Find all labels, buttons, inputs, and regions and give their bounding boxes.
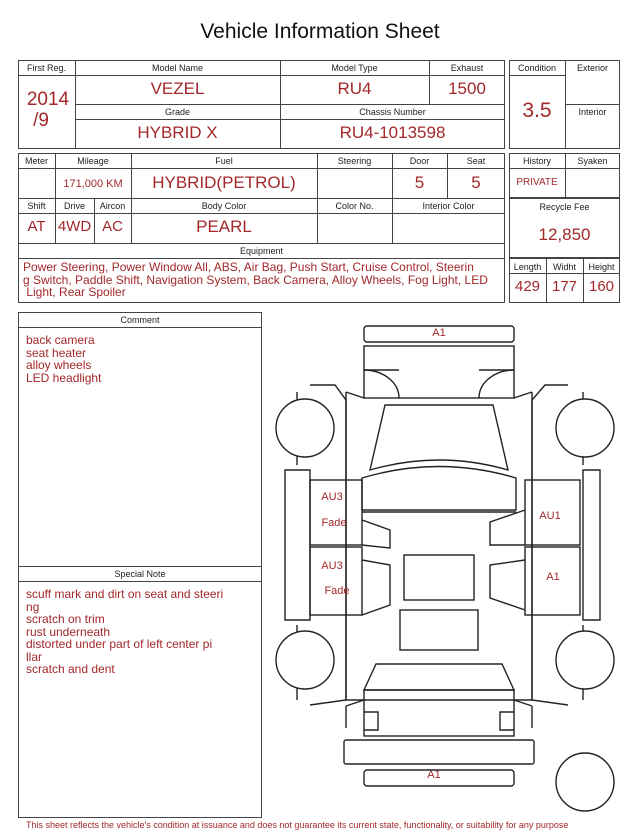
trunk-panel xyxy=(364,690,514,736)
front-right-wheel xyxy=(556,399,614,457)
disclaimer-footer: This sheet reflects the vehicle's condition at issuance and does not guarantee its current state, functionality, or suitability for any purpose xyxy=(26,820,569,830)
equipment-label: Equipment xyxy=(239,246,284,256)
body-color-label: Body Color xyxy=(201,201,247,211)
shift-value: AT xyxy=(27,218,46,235)
history-label: History xyxy=(522,156,551,166)
special-note-line: scratch and dent xyxy=(26,662,115,676)
model-name: VEZEL xyxy=(150,79,205,98)
front-right-headlight xyxy=(479,370,514,398)
left-rear-door xyxy=(310,547,362,615)
special-note-line: ng xyxy=(26,599,40,614)
spare-wheel xyxy=(556,753,614,811)
windshield xyxy=(370,405,508,470)
length-label: Length xyxy=(513,262,542,272)
special-note-line: rust underneath xyxy=(26,624,111,639)
exhaust-label: Exhaust xyxy=(450,63,484,73)
special-note-line: scuff mark and dirt on seat and steeri xyxy=(26,587,224,601)
chassis-label: Chassis Number xyxy=(359,107,426,117)
meter-label: Meter xyxy=(24,156,48,166)
shift-label: Shift xyxy=(27,201,46,211)
condition-grade: 3.5 xyxy=(522,99,552,122)
width-value: 177 xyxy=(551,278,578,295)
comment-line: alloy wheels xyxy=(26,358,92,372)
steering-label: Steering xyxy=(337,156,372,166)
damage-right-rear-door: A1 xyxy=(546,571,560,583)
fuel-value: HYBRID(PETROL) xyxy=(152,173,296,192)
rear-bumper xyxy=(344,740,534,764)
condition-label: Condition xyxy=(517,63,557,73)
fuel-label: Fuel xyxy=(215,156,233,166)
front-left-headlight xyxy=(364,370,399,398)
first-reg-year: 2014 xyxy=(26,89,70,110)
exhaust-value: 1500 xyxy=(448,79,486,98)
height-value: 160 xyxy=(588,278,615,295)
damage-left-rear-door: AU3 xyxy=(321,560,343,572)
equipment-line: g Switch, Paddle Shift, Navigation System, Back Camera, Alloy Wheels, Fog Light, LED xyxy=(23,272,488,287)
equipment-line: Power Steering, Power Window All, ABS, Air Bag, Push Start, Cruise Control, Steerin xyxy=(23,260,474,274)
special-note-line: distorted under part of left center pi xyxy=(26,637,213,651)
seat-label: Seat xyxy=(466,156,486,166)
comment-line: LED headlight xyxy=(26,370,102,385)
page-title: Vehicle Information Sheet xyxy=(200,20,440,43)
syaken-label: Syaken xyxy=(577,156,608,166)
mileage-value: 171,000 KM xyxy=(63,178,123,190)
aircon-label: Aircon xyxy=(99,201,126,211)
right-sill xyxy=(583,470,600,620)
exterior-label: Exterior xyxy=(576,63,608,73)
left-sill xyxy=(285,470,310,620)
left-front-door xyxy=(310,480,362,545)
damage-right-front-door: AU1 xyxy=(539,510,561,522)
height-label: Height xyxy=(588,262,615,272)
damage-rear: A1 xyxy=(427,769,441,781)
interior-label: Interior xyxy=(578,107,607,117)
damage-left-rear-door-note: Fade xyxy=(324,585,350,597)
special-note-line: scratch on trim xyxy=(26,612,105,626)
interior-color-label: Interior Color xyxy=(422,201,475,211)
length-value: 429 xyxy=(514,278,541,295)
damage-left-front-door: AU3 xyxy=(321,491,343,503)
door-label: Door xyxy=(409,156,430,166)
roof-front xyxy=(362,467,516,511)
first-reg-label: First Reg. xyxy=(26,63,66,73)
mileage-label: Mileage xyxy=(77,156,109,166)
door-value: 5 xyxy=(414,173,425,192)
model-type-label: Model Type xyxy=(331,63,378,73)
model-name-label: Model Name xyxy=(151,63,204,73)
model-type: RU4 xyxy=(337,79,372,98)
history-value: PRIVATE xyxy=(516,177,558,188)
width-label: Widht xyxy=(552,262,576,272)
comment-label: Comment xyxy=(120,315,160,325)
hood-panel xyxy=(364,346,514,398)
drive-value: 4WD xyxy=(57,218,92,235)
comment-line: seat heater xyxy=(26,345,87,360)
comment-line: back camera xyxy=(26,333,95,347)
seat-value: 5 xyxy=(471,173,481,192)
color-no-label: Color No. xyxy=(335,201,374,211)
recycle-value: 12,850 xyxy=(538,225,591,244)
roof-panel xyxy=(404,555,474,600)
equipment-line: Light, Rear Spoiler xyxy=(23,285,126,299)
recycle-label: Recycle Fee xyxy=(539,202,590,212)
rear-seat xyxy=(400,610,478,650)
drive-label: Drive xyxy=(63,201,85,211)
grade-value: HYBRID X xyxy=(137,123,218,142)
special-note-label: Special Note xyxy=(114,569,166,579)
first-reg-month: /9 xyxy=(33,110,49,131)
rear-window xyxy=(364,664,514,690)
chassis-value: RU4-1013598 xyxy=(339,123,446,142)
rear-left-wheel xyxy=(276,631,334,689)
grade-label: Grade xyxy=(164,107,190,117)
special-note-line: llar xyxy=(26,649,43,664)
aircon-value: AC xyxy=(102,218,123,235)
rear-right-wheel xyxy=(556,631,614,689)
damage-left-front-door-note: Fade xyxy=(321,517,347,529)
front-left-wheel xyxy=(276,399,334,457)
body-color-value: PEARL xyxy=(196,217,252,236)
damage-front: A1 xyxy=(432,327,446,339)
